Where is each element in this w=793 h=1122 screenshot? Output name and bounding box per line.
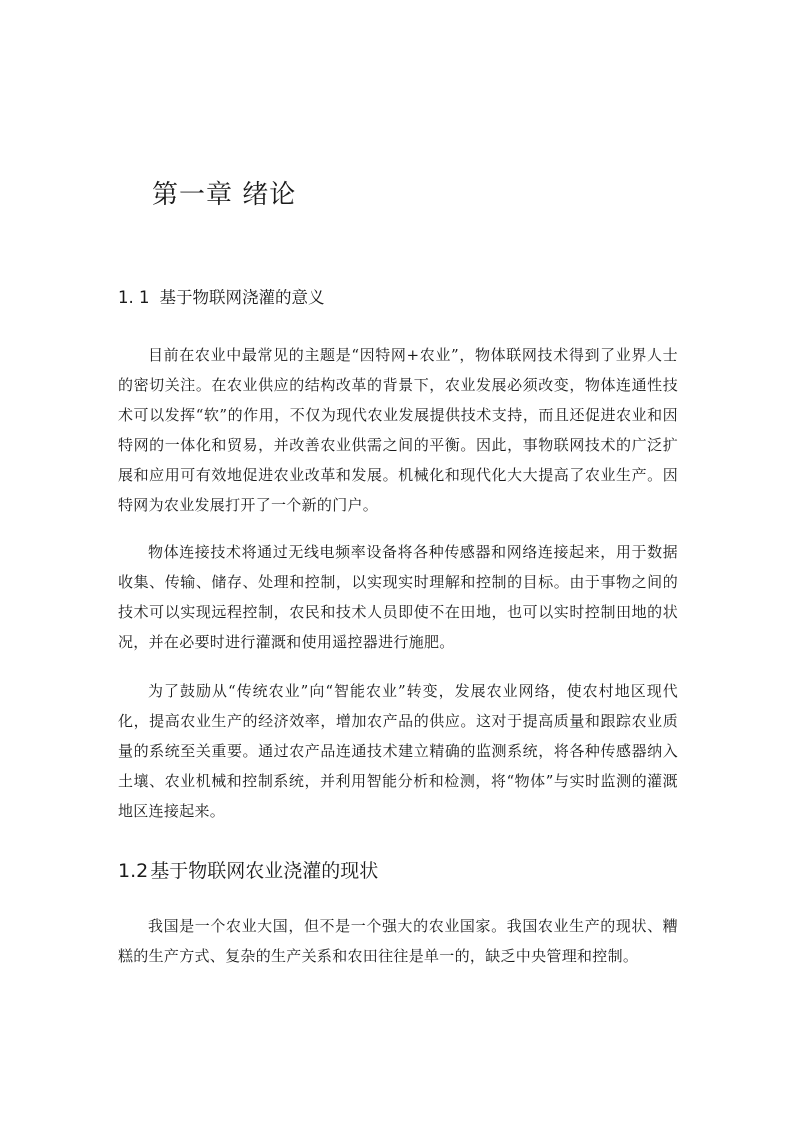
- section-number: 1.2: [118, 860, 149, 882]
- section-title: 基于物联网农业浇灌的现状: [150, 860, 379, 882]
- body-paragraph: 物体连接技术将通过无线电频率设备将各种传感器和网络连接起来，用于数据收集、传输、储存、处理和控制，以实现实时理解和控制的目标。由于事物之间的技术可以实现远程控制，农民和技术人员即使不在田地，也可以实时控制田地的状况，并在必要时进行灌溉和使用遥控器进行施肥。: [118, 543, 678, 651]
- body-paragraph: 我国是一个农业大国，但不是一个强大的农业国家。我国农业生产的现状、糟糕的生产方式、复杂的生产关系和农田往往是单一的，缺乏中央管理和控制。: [118, 917, 678, 965]
- chapter-title: 第一章 绪论: [152, 180, 297, 210]
- body-paragraph: 目前在农业中最常见的主题是“因特网+农业”，物体联网技术得到了业界人士的密切关注。在农业供应的结构改革的背景下，农业发展必须改变，物体连通性技术可以发挥“软”的作用，不仅为现代农业发展提供技术支持，而且还促进农业和因特网的一体化和贸易，并改善农业供需之间的平衡。因此，事物联网技术的广泛扩展和应用可有效地促进农业改革和发展。机械化和现代化大大提高了农业生产。因特网为农业发展打开了一个新的门户。: [118, 346, 678, 514]
- body-paragraph: 为了鼓励从“传统农业”向“智能农业”转变，发展农业网络，使农村地区现代化，提高农业生产的经济效率，增加农产品的供应。这对于提高质量和跟踪农业质量的系统至关重要。通过农产品连通技术建立精确的监测系统，将各种传感器纳入土壤、农业机械和控制系统，并利用智能分析和检测，将“物体”与实时监测的灌溉地区连接起来。: [118, 682, 678, 820]
- section-heading-1-2: [118, 857, 378, 885]
- section-title: 基于物联网浇灌的意义: [159, 288, 325, 307]
- section-number: 1. 1: [118, 288, 150, 307]
- section-heading-1-1: [118, 286, 325, 310]
